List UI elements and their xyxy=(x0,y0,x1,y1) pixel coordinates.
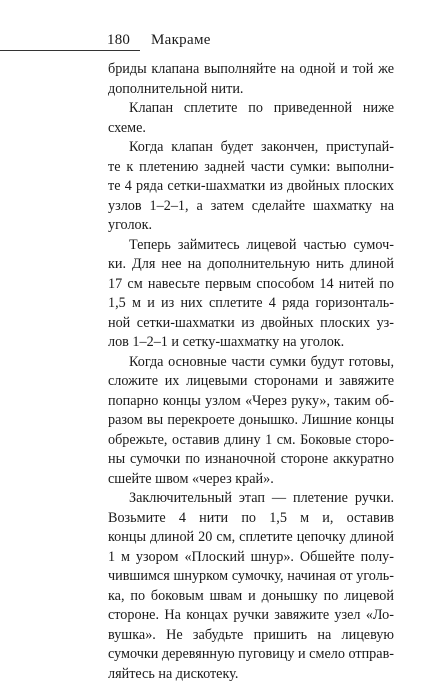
text-line: Когда основные части сумки будут готовы, xyxy=(108,353,394,373)
text-line: дополнительной нити. xyxy=(108,80,394,100)
header-rule xyxy=(0,50,140,51)
paragraph xyxy=(108,236,394,353)
text-line: ляйтесь на дискотеку. xyxy=(108,665,394,684)
text-line: стороне. На концах ручки завяжите узел «Ло- xyxy=(108,606,394,626)
text-line: лов 1–2–1 и сетку-шахматку на уголок. xyxy=(108,333,394,353)
text-line: узлов 1–2–1, а затем сделайте шахматку на xyxy=(108,197,394,217)
text-line: Возьмите 4 нити по 1,5 м и, оставив xyxy=(108,509,394,529)
body-text xyxy=(108,60,394,684)
text-line: ка, по боковым швам и донышку по лицевой xyxy=(108,587,394,607)
paragraph xyxy=(108,489,394,684)
page-number: 180 xyxy=(107,30,130,50)
text-line: обрежьте, оставив длину 1 см. Боковые сторо- xyxy=(108,431,394,451)
paragraph xyxy=(108,60,394,99)
text-line: вушка». Не забудьте пришить на лицевую xyxy=(108,626,394,646)
text-line: те к плетению задней части сумки: выполни- xyxy=(108,158,394,178)
text-line: схеме. xyxy=(108,119,394,139)
text-line: разом вы перекроете донышко. Лишние концы xyxy=(108,411,394,431)
text-line: уголок. xyxy=(108,216,394,236)
text-line: сложите их лицевыми сторонами и завяжите xyxy=(108,372,394,392)
text-line: Заключительный этап — плетение ручки. xyxy=(108,489,394,509)
text-line: чившимся шнурком сумочку, начиная от уголь- xyxy=(108,567,394,587)
running-title: Макраме xyxy=(151,30,211,50)
text-line: 1,5 м и из них сплетите 4 ряда горизонталь- xyxy=(108,294,394,314)
text-line: ной сетки-шахматки из двойных плоских уз- xyxy=(108,314,394,334)
text-line: бриды клапана выполняйте на одной и той же xyxy=(108,60,394,80)
paragraph xyxy=(108,99,394,138)
paragraph xyxy=(108,353,394,490)
text-line: Когда клапан будет закончен, приступай- xyxy=(108,138,394,158)
text-line: Клапан сплетите по приведенной ниже xyxy=(108,99,394,119)
text-line: попарно концы узлом «Через руку», таким об- xyxy=(108,392,394,412)
text-line: сшейте швом «через край». xyxy=(108,470,394,490)
text-line: ки. Для нее на дополнительную нить длиной xyxy=(108,255,394,275)
text-line: 1 м узором «Плоский шнур». Обшейте полу- xyxy=(108,548,394,568)
text-line: концы длиной 20 см, сплетите цепочку длиной xyxy=(108,528,394,548)
text-line: ны сумочки по изнаночной стороне аккуратно xyxy=(108,450,394,470)
paragraph xyxy=(108,138,394,236)
text-line: те 4 ряда сетки-шахматки из двойных плоских xyxy=(108,177,394,197)
text-line: сумочки деревянную пуговицу и смело отправ- xyxy=(108,645,394,665)
text-line: Теперь займитесь лицевой частью сумоч- xyxy=(108,236,394,256)
running-header xyxy=(0,30,426,54)
text-line: 17 см навесьте первым способом 14 нитей по xyxy=(108,275,394,295)
